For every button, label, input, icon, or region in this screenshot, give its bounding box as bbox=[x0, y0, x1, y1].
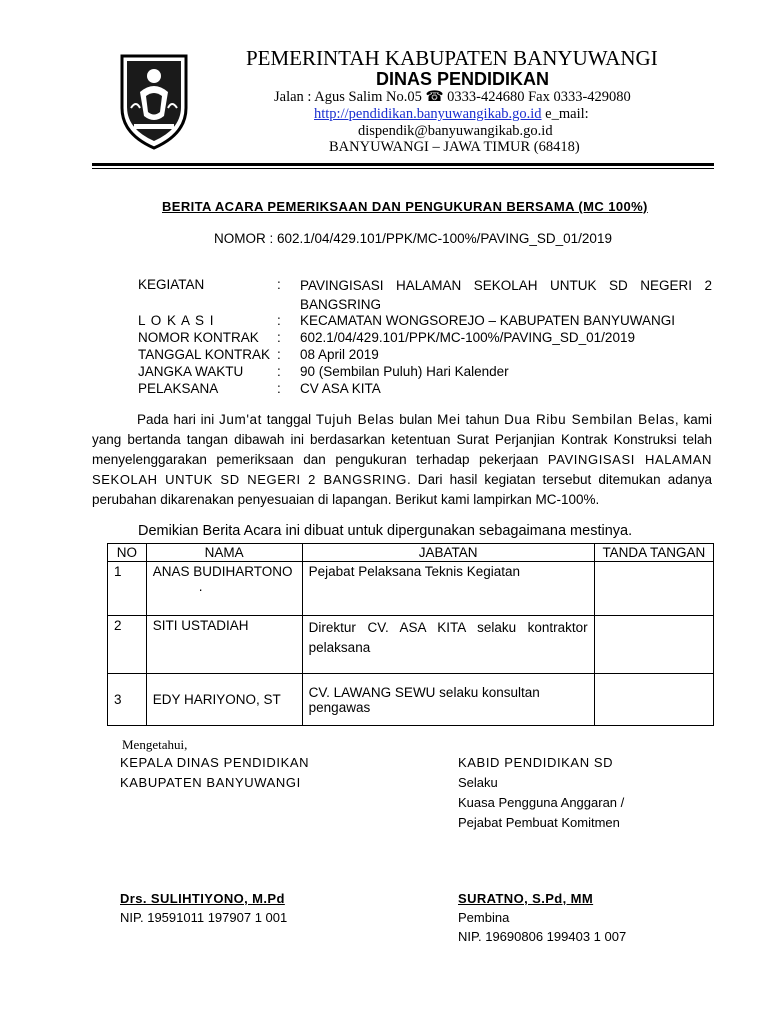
body-paragraph: Pada hari ini Jum'at tanggal Tujuh Belas bulan Mei tahun Dua Ribu Sembilan Belas, kami yang bertanda tangan dibawah ini berdasarkan ketentuan Surat Perjanjian Kontrak Konstruksi telah menyelenggarakan pemeriksaan dan pengukuran terhadap pekerjaan PAVINGISASI HALAMAN SEKOLAH UNTUK SD NEGERI 2 BANGSRING. Dari hasil kegiatan tersebut ditemukan adanya perubahan dikarenakan penyesuaian di lapangan. Berikut kami lampirkan MC-100%. bbox=[92, 412, 713, 507]
right-signatory-rank: Pembina bbox=[458, 910, 510, 925]
cell-nama: EDY HARIYONO, ST bbox=[146, 674, 302, 726]
detail-pelaksana: PELAKSANA : CV ASA KITA bbox=[138, 381, 381, 396]
cell-jabatan: Pejabat Pelaksana Teknis Kegiatan bbox=[302, 562, 594, 616]
col-header-nama: NAMA bbox=[146, 544, 302, 562]
header-email: dispendik@banyuwangikab.go.id bbox=[358, 123, 553, 139]
detail-jangka-waktu: JANGKA WAKTU : 90 (Sembilan Puluh) Hari Kalender bbox=[138, 364, 509, 379]
left-signatory-title: KEPALA DINAS PENDIDIKAN KABUPATEN BANYUWANGI bbox=[120, 755, 310, 790]
right-signatory-nip: NIP. 19690806 199403 1 007 bbox=[458, 929, 627, 944]
document-number: NOMOR : 602.1/04/429.101/PPK/MC-100%/PAVING_SD_01/2019 bbox=[214, 231, 612, 246]
cell-jabatan: Direktur CV. ASA KITA selaku kontraktor pelaksana bbox=[302, 616, 594, 674]
detail-nomor-kontrak: NOMOR KONTRAK : 602.1/04/429.101/PPK/MC-100%/PAVING_SD_01/2019 bbox=[138, 330, 635, 345]
document-title: BERITA ACARA PEMERIKSAAN DAN PENGUKURAN BERSAMA (MC 100%) bbox=[162, 199, 648, 214]
table-row bbox=[108, 562, 714, 616]
cell-nama: ANAS BUDIHARTONO . bbox=[146, 562, 302, 616]
cell-ttd[interactable] bbox=[594, 616, 713, 674]
phone-icon: ☎ bbox=[425, 89, 444, 105]
detail-kegiatan: KEGIATAN : PAVINGISASI HALAMAN SEKOLAH UNTUK SD NEGERI 2 BANGSRING bbox=[138, 277, 712, 312]
header-address: Jalan : Agus Salim No.05 ☎ 0333-424680 Fax 0333-429080 bbox=[274, 89, 631, 105]
detail-lokasi: L O K A S I : KECAMATAN WONGSOREJO – KABUPATEN BANYUWANGI bbox=[138, 313, 676, 328]
cell-nama: SITI USTADIAH bbox=[146, 616, 302, 674]
header-government: PEMERINTAH KABUPATEN BANYUWANGI bbox=[246, 46, 658, 70]
left-signatory-name: Drs. SULIHTIYONO, M.Pd bbox=[120, 891, 285, 906]
left-signatory-nip: NIP. 19591011 197907 1 001 bbox=[120, 910, 288, 925]
header-city: BANYUWANGI – JAWA TIMUR (68418) bbox=[329, 139, 580, 155]
header-divider bbox=[92, 163, 714, 166]
right-signatory-title: KABID PENDIDIKAN SD Selaku Kuasa Pengguna Anggaran / Pejabat Pembuat Komitmen bbox=[458, 755, 625, 830]
right-signatory-name: SURATNO, S.Pd, MM bbox=[458, 891, 594, 906]
signature-table bbox=[107, 543, 714, 726]
col-header-jabatan: JABATAN bbox=[302, 544, 594, 562]
detail-tanggal-kontrak: TANGGAL KONTRAK : 08 April 2019 bbox=[138, 347, 379, 362]
header-web: http://pendidikan.banyuwangikab.go.id e_mail: bbox=[314, 106, 589, 122]
table-header-row bbox=[108, 544, 714, 562]
table-row bbox=[108, 674, 714, 726]
col-header-no: NO bbox=[108, 544, 147, 562]
col-header-ttd: TANDA TANGAN bbox=[594, 544, 713, 562]
cell-ttd[interactable] bbox=[594, 562, 713, 616]
header-divider-thin bbox=[92, 168, 714, 169]
cell-no: 2 bbox=[108, 616, 147, 674]
closing-statement: Demikian Berita Acara ini dibuat untuk dipergunakan sebagaimana mestinya. bbox=[138, 523, 633, 539]
cell-jabatan: CV. LAWANG SEWU selaku konsultan pengawas bbox=[302, 674, 594, 726]
cell-ttd[interactable] bbox=[594, 674, 713, 726]
cell-no: 1 bbox=[108, 562, 147, 616]
header-department: DINAS PENDIDIKAN bbox=[376, 69, 550, 89]
cell-no: 3 bbox=[108, 674, 147, 726]
website-link[interactable]: http://pendidikan.banyuwangikab.go.id bbox=[314, 106, 542, 122]
regency-emblem bbox=[116, 50, 192, 150]
mengetahui-label: Mengetahui, bbox=[122, 737, 188, 752]
table-row bbox=[108, 616, 714, 674]
